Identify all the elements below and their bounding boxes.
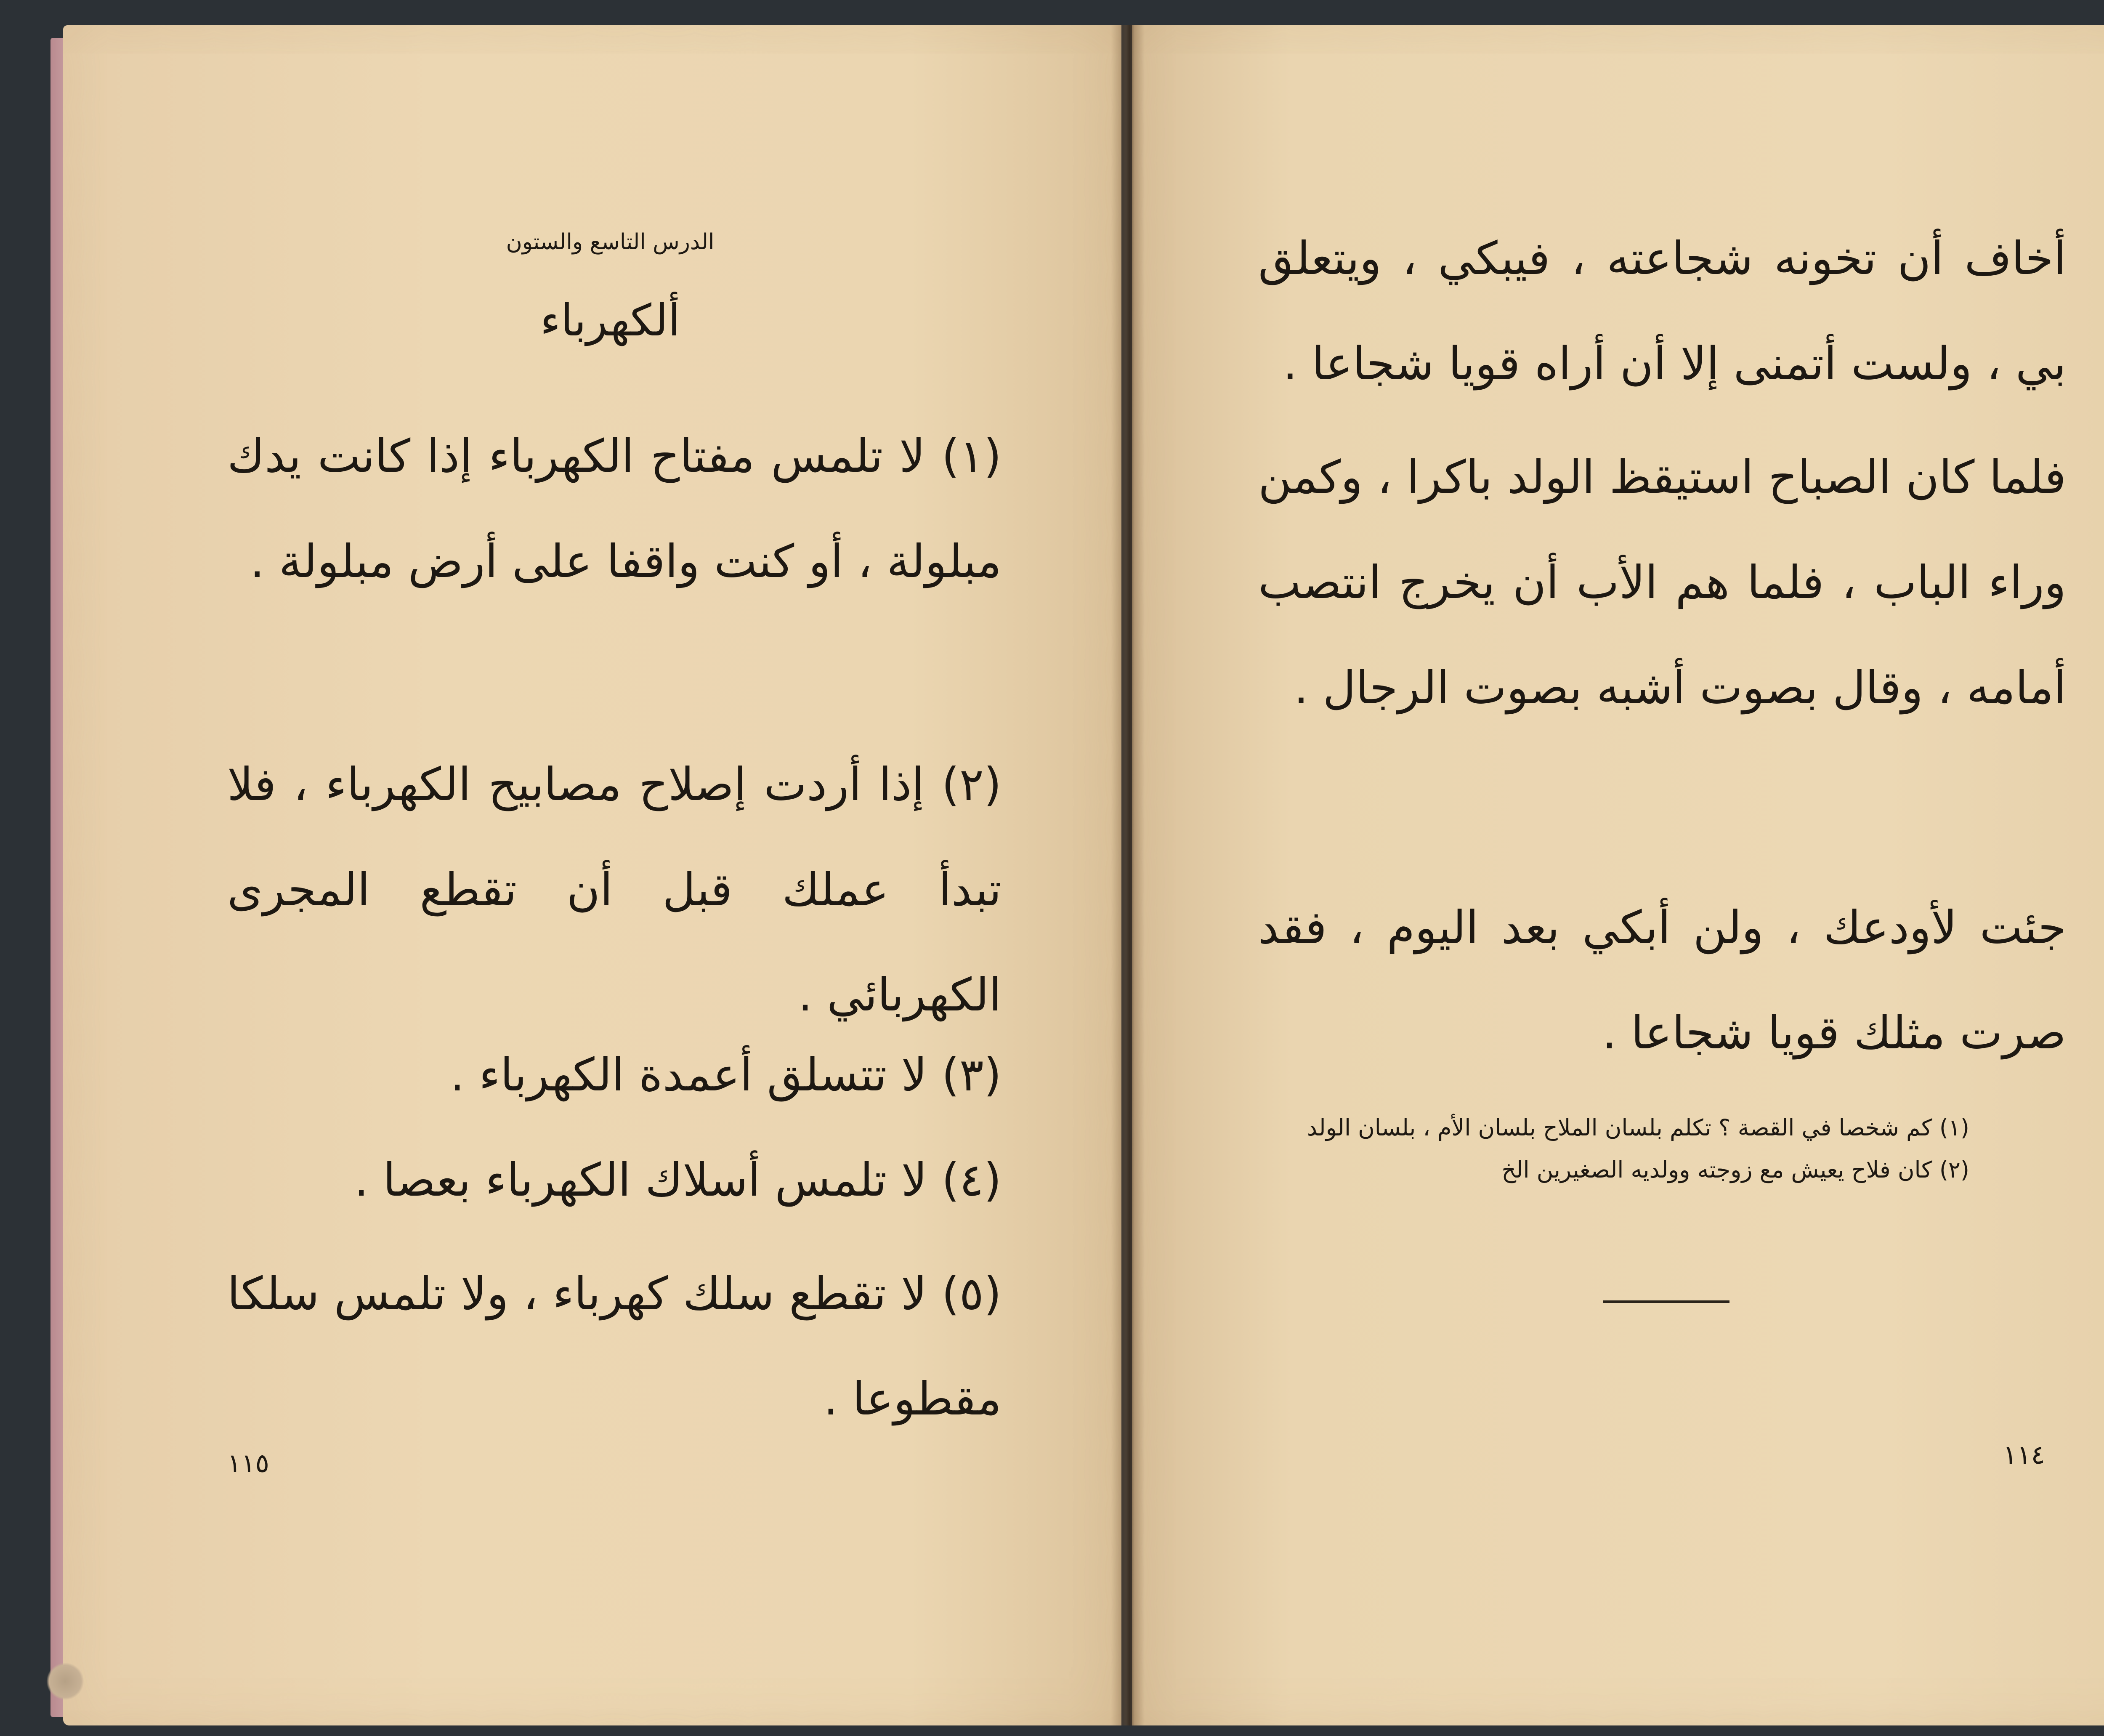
rule-1: (١) لا تلمس مفتاح الكهرباء إذا كانت يدك مبلولة ، أو كنت واقفا على أرض مبلولة . bbox=[227, 430, 1002, 588]
rule-2: (٢) إذا أردت إصلاح مصابيح الكهرباء ، فلا تبدأ عملك قبل أن تقطع المجرى الكهربائي . bbox=[227, 758, 1002, 1021]
paragraph-2: فلما كان الصباح استيقظ الولد باكرا ، وكمن وراء الباب ، فلما هم الأب أن يخرج انتصب أمامه ، وقال بصوت أشبه بصوت الرجال . bbox=[1258, 451, 2066, 714]
paragraph-3: جئت لأودعك ، ولن أبكي بعد اليوم ، فقد صرت مثلك قويا شجاعا . bbox=[1258, 901, 2066, 1059]
rule-5: (٥) لا تقطع سلك كهرباء ، ولا تلمس سلكا مقطوعا . bbox=[227, 1268, 1002, 1425]
lesson-title: ألكهرباء bbox=[540, 295, 680, 346]
footnote-2: (٢) كان فلاح يعيش مع زوجته وولديه الصغيرين الخ bbox=[1501, 1156, 1969, 1183]
page-number-right: ١١٤ bbox=[2003, 1439, 2045, 1470]
footnote-1: (١) كم شخصا في القصة ؟ تكلم بلسان الملاح بلسان الأم ، بلسان الولد bbox=[1307, 1114, 1969, 1141]
lesson-header: الدرس التاسع والستون bbox=[506, 229, 715, 255]
paragraph-1: أخاف أن تخونه شجاعته ، فيبكي ، ويتعلق بي ، ولست أتمنى إلا أن أراه قويا شجاعا . bbox=[1258, 232, 2066, 390]
rule-3: (٣) لا تتسلق أعمدة الكهرباء . bbox=[450, 1049, 1002, 1101]
section-divider bbox=[1603, 1300, 1729, 1303]
page-number-left: ١١٥ bbox=[227, 1448, 269, 1478]
book-gutter bbox=[1111, 25, 1145, 1725]
page-corner-wear bbox=[46, 1662, 84, 1700]
rule-4: (٤) لا تلمس أسلاك الكهرباء بعصا . bbox=[354, 1154, 1002, 1207]
